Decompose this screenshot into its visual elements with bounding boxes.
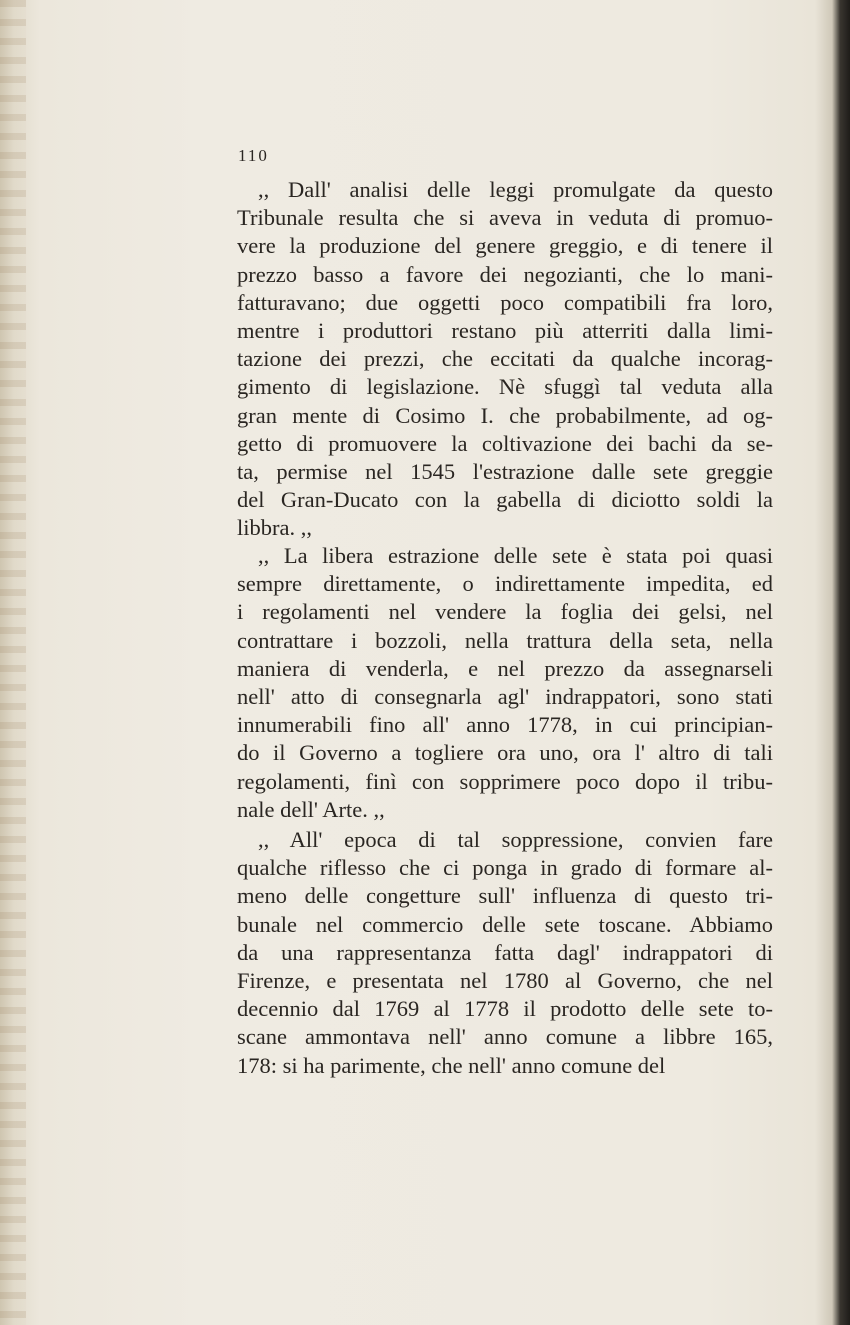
text-line: innumerabili fino all' anno 1778, in cui principian- xyxy=(237,712,773,738)
text-line: prezzo basso a favore dei negozianti, che lo mani- xyxy=(237,261,773,287)
text-line: maniera di venderla, e nel prezzo da assegnarseli xyxy=(237,655,773,681)
text-line: del Gran-Ducato con la gabella di diciotto soldi la xyxy=(237,487,773,513)
text-line: contrattare i bozzoli, nella trattura della seta, nella xyxy=(237,627,773,653)
text-line: getto di promuovere la coltivazione dei bachi da se- xyxy=(237,430,773,456)
text-line: da una rappresentanza fatta dagl' indrappatori di xyxy=(237,939,773,965)
text-line: fatturavano; due oggetti poco compatibili fra loro, xyxy=(237,289,773,315)
text-line: vere la produzione del genere greggio, e di tenere il xyxy=(237,233,773,259)
text-line: nell' atto di consegnarla agl' indrappatori, sono stati xyxy=(237,684,773,709)
text-line: ta, permise nel 1545 l'estrazione dalle sete greggie xyxy=(237,459,773,484)
text-line: gimento di legislazione. Nè sfuggì tal veduta alla xyxy=(237,374,773,400)
text-line: scane ammontava nell' anno comune a libbre 165, xyxy=(237,1024,773,1050)
text-line: regolamenti, finì con sopprimere poco dopo il tribu- xyxy=(237,768,773,794)
text-line: ,, All' epoca di tal soppressione, convien fare xyxy=(258,827,773,852)
text-line: Firenze, e presentata nel 1780 al Governo, che nel xyxy=(237,968,773,993)
text-line: nale dell' Arte. ,, xyxy=(237,796,385,822)
text-line: meno delle congetture sull' influenza di questo tri- xyxy=(237,883,773,909)
text-line: i regolamenti nel vendere la foglia dei gelsi, nel xyxy=(237,599,773,625)
text-line: gran mente di Cosimo I. che probabilmente, ad og- xyxy=(237,402,773,428)
text-line: ,, La libera estrazione delle sete è stata poi quasi xyxy=(258,543,773,568)
text-line: tazione dei prezzi, che eccitati da qualche incorag- xyxy=(237,346,773,372)
text-line: sempre direttamente, o indirettamente impedita, ed xyxy=(237,571,773,597)
text-line: do il Governo a togliere ora uno, ora l' altro di tali xyxy=(237,740,773,766)
text-line: decennio dal 1769 al 1778 il prodotto delle sete to- xyxy=(237,996,773,1022)
page-edge-stain xyxy=(0,0,26,1325)
text-line: Tribunale resulta che si aveva in veduta di promuo- xyxy=(237,205,773,231)
text-line: ,, Dall' analisi delle leggi promulgate da questo xyxy=(258,177,773,202)
text-line: bunale nel commercio delle sete toscane. Abbiamo xyxy=(237,911,773,937)
text-line: 178: si ha parimente, che nell' anno comune del xyxy=(237,1052,666,1078)
text-line: mentre i produttori restano più atterriti dalla limi- xyxy=(237,318,773,343)
text-line: libbra. ,, xyxy=(237,515,312,541)
text-line: qualche riflesso che ci ponga in grado di formare al- xyxy=(237,855,773,881)
page-number: 110 xyxy=(238,146,269,165)
